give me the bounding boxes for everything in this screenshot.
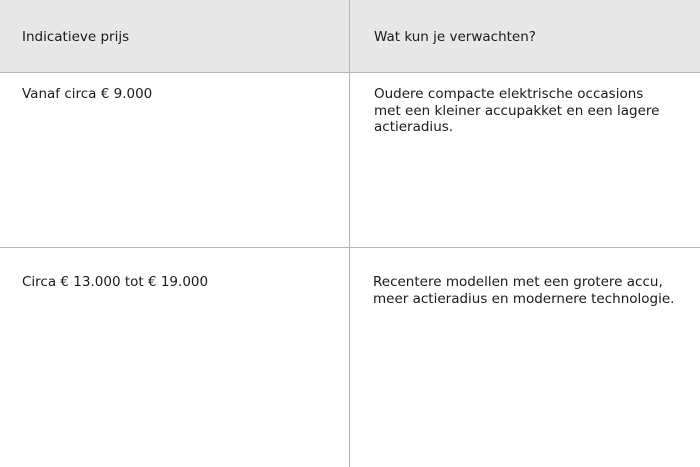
table-row: [0, 248, 700, 467]
table-header-row: [0, 0, 700, 73]
header-cell-price: Indicatieve prijs: [0, 0, 350, 72]
price-cell: Vanaf circa € 9.000: [0, 73, 350, 247]
table-row: [0, 73, 700, 248]
description-cell: Recentere modellen met een grotere accu, meer actieradius en modernere technologie.: [373, 274, 675, 307]
header-cell-expectation: Wat kun je verwachten?: [374, 29, 536, 45]
description-cell: Oudere compacte elektrische occasions met een kleiner accupakket en een lagere actieradius.: [374, 86, 660, 135]
price-cell: Circa € 13.000 tot € 19.000: [0, 248, 350, 467]
